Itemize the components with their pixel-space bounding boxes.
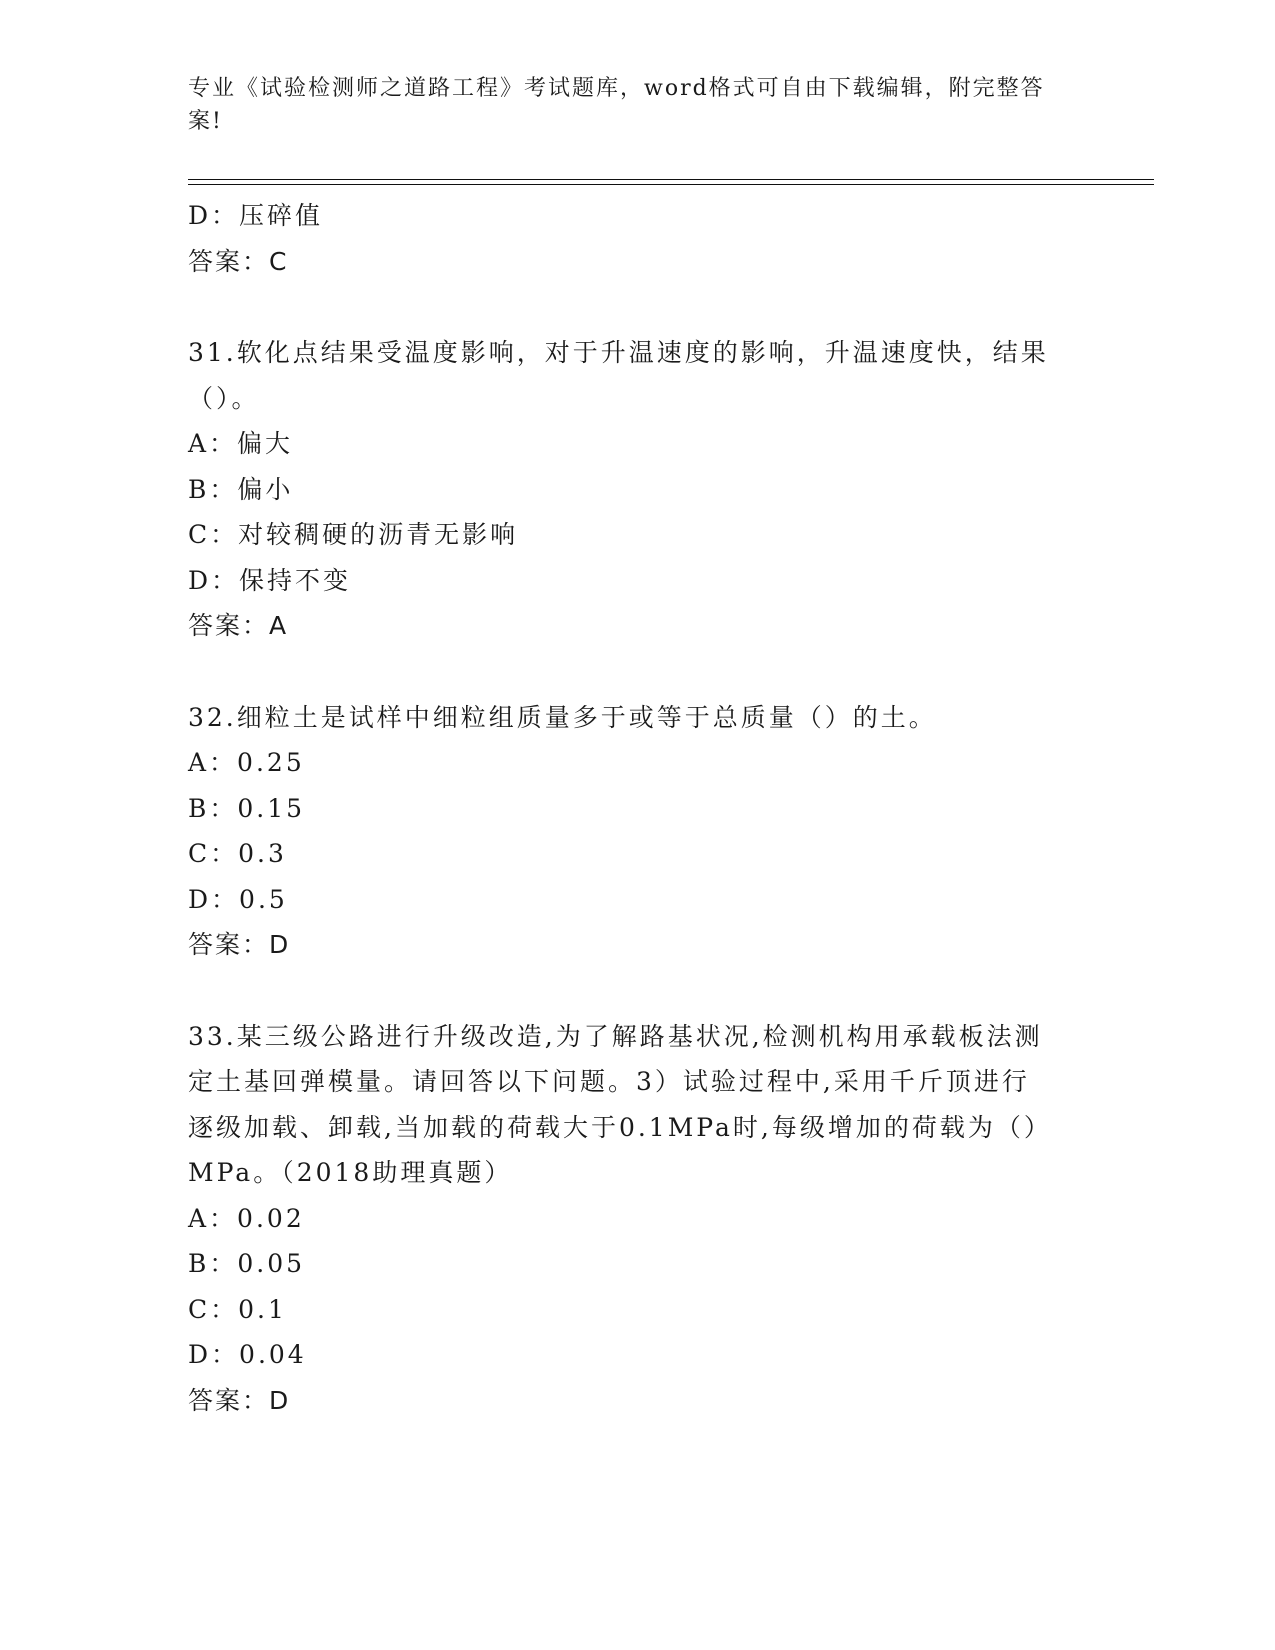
question-content [188, 193, 1088, 1423]
option-d: D：0.04 [188, 1340, 307, 1369]
option-c: C：0.1 [188, 1294, 287, 1324]
answer-line: 答案：D [188, 1385, 291, 1415]
answer-line: 答案：D [188, 930, 291, 959]
option-a: A：偏大 [188, 429, 294, 458]
question-stem-line: 逐级加载、卸载,当加载的荷载大于0.1MPa时,每级增加的荷载为（） [188, 1112, 1052, 1142]
previous-question-tail [188, 193, 1088, 284]
header-divider-bottom [188, 184, 1154, 185]
option-d: D：保持不变 [188, 565, 352, 595]
answer-line: 答案：C [188, 246, 289, 276]
spacer [188, 968, 1088, 1014]
header-title-line-2: 案! [188, 109, 223, 134]
question-stem-line: 31.软化点结果受温度影响，对于升温速度的影响，升温速度快，结果 [188, 338, 1049, 367]
option-b: B：偏小 [188, 474, 294, 504]
option-b: B：0.05 [188, 1249, 306, 1278]
spacer [188, 284, 1088, 330]
option-b: B：0.15 [188, 793, 306, 823]
option-d: D：压碎值 [188, 201, 324, 230]
question-stem-line: 33.某三级公路进行升级改造,为了解路基状况,检测机构用承载板法测 [188, 1021, 1043, 1051]
option-a: A：0.25 [188, 748, 305, 777]
question-32 [188, 695, 1088, 968]
header-title-line-1: 专业《试验检测师之道路工程》考试题库，word格式可自由下载编辑，附完整答 [188, 76, 1045, 101]
answer-line: 答案：A [188, 611, 289, 640]
option-a: A：0.02 [188, 1203, 305, 1233]
option-c: C：0.3 [188, 839, 287, 868]
question-stem-line: 32.细粒土是试样中细粒组质量多于或等于总质量（）的土。 [188, 702, 937, 732]
header-divider-top [188, 179, 1154, 180]
document-header [188, 72, 1068, 138]
question-31 [188, 330, 1088, 649]
question-stem-line: （）。 [188, 383, 260, 413]
question-33 [188, 1014, 1088, 1424]
question-stem-line: 定土基回弹模量。请回答以下问题。3）试验过程中,采用千斤顶进行 [188, 1067, 1030, 1096]
option-c: C：对较稠硬的沥青无影响 [188, 520, 519, 549]
question-stem-line: MPa。（2018助理真题） [188, 1158, 513, 1187]
spacer [188, 649, 1088, 695]
option-d: D：0.5 [188, 884, 288, 914]
